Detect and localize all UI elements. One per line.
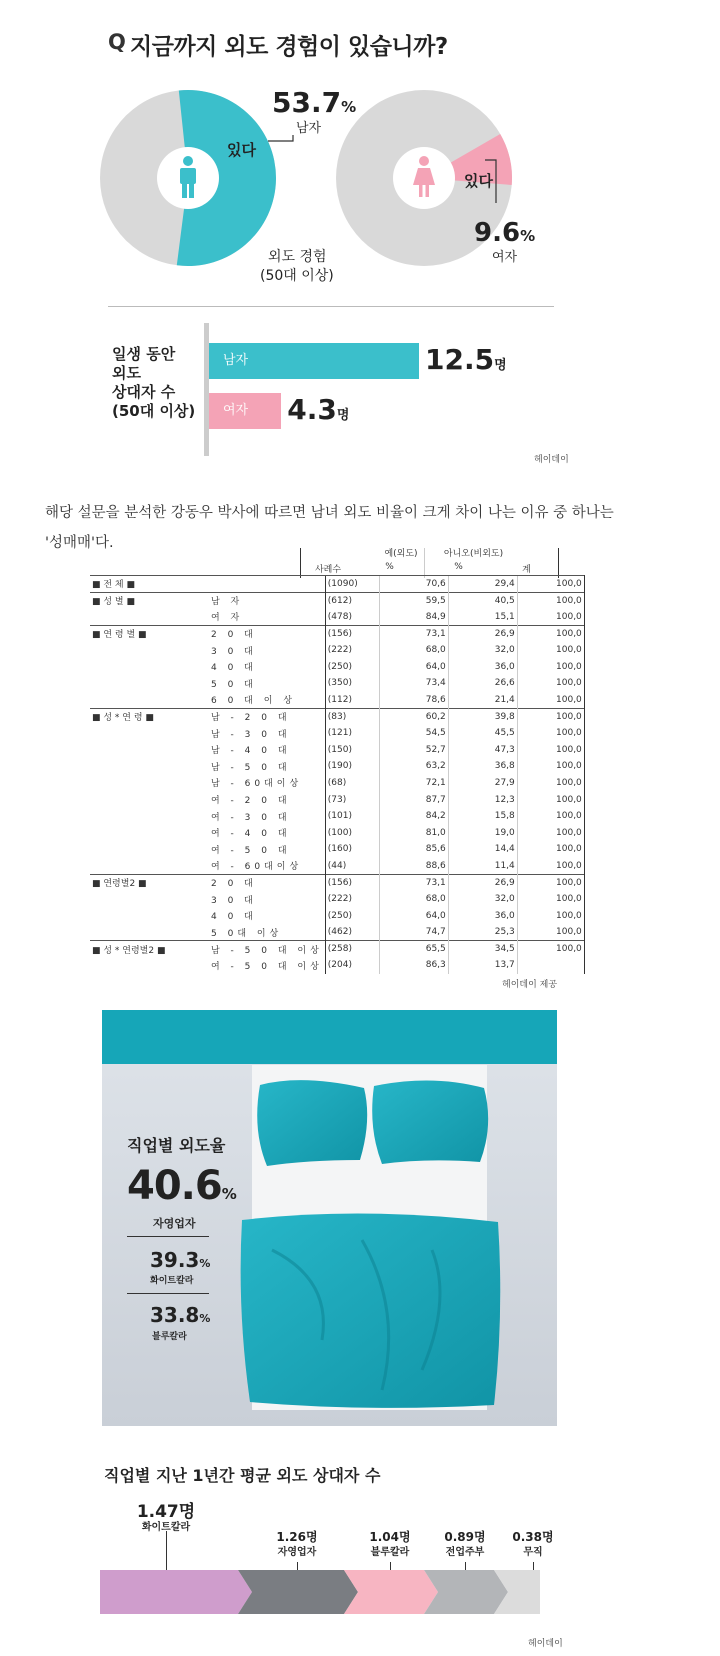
- table-cell-sub: 남 - 3 0 대: [211, 729, 291, 740]
- bar-male-value: 12.5명: [425, 343, 507, 376]
- table-cell-total: 100,0: [517, 874, 584, 891]
- pie-male: [100, 90, 276, 266]
- table-cell-n: (258): [325, 941, 379, 958]
- table-cell-n: (160): [325, 841, 379, 858]
- table-cell-total: [517, 957, 584, 974]
- table-row: [90, 592, 584, 609]
- table-row: [90, 808, 584, 825]
- occupation-second-label: 화이트칼라: [150, 1276, 194, 1286]
- table-cell-no: 11,4: [448, 858, 517, 875]
- header-yes-top: 예(외도): [384, 549, 418, 559]
- table-cell-n: (100): [325, 824, 379, 841]
- table-source: 헤이데이 제공: [502, 980, 558, 990]
- table-cell-group: [90, 675, 205, 692]
- table-row: [90, 576, 584, 593]
- male-yes-label: 있다: [227, 141, 256, 159]
- occupation-third-value: 33.8%: [150, 1303, 211, 1327]
- table-cell-n: (222): [325, 891, 379, 908]
- table-cell-yes: 81,0: [379, 824, 448, 841]
- table-row: [90, 708, 584, 725]
- table-cell-yes: 74,7: [379, 924, 448, 941]
- table-cell-group: [90, 907, 205, 924]
- table-cell-total: 100,0: [517, 658, 584, 675]
- female-label: 여자: [492, 250, 518, 265]
- table-cell-no: 34,5: [448, 941, 517, 958]
- arrow-value: 0.38명: [512, 1530, 554, 1544]
- bar-label-line1: 일생 동안: [112, 345, 176, 363]
- table-cell-n: (478): [325, 609, 379, 626]
- table-cell-n: (121): [325, 725, 379, 742]
- table-cell-no: 32,0: [448, 642, 517, 659]
- table-cell-total: 100,0: [517, 924, 584, 941]
- table-cell-yes: 84,2: [379, 808, 448, 825]
- arrow-label: 전업주부: [445, 1547, 485, 1558]
- female-yes-label: 있다: [464, 172, 493, 190]
- table-cell-group: [90, 858, 205, 875]
- table-cell-sub: 여 - 3 0 대: [211, 812, 291, 823]
- table-cell-yes: 86,3: [379, 957, 448, 974]
- arrow-value: 1.04명: [369, 1530, 411, 1544]
- table-cell-n: (156): [325, 874, 379, 891]
- table-cell-yes: 87,7: [379, 791, 448, 808]
- table-cell-yes: 63,2: [379, 758, 448, 775]
- table-header: [90, 549, 558, 575]
- occupation-divider: [127, 1293, 209, 1294]
- table-cell-yes: 84,9: [379, 609, 448, 626]
- question-icon: Q: [108, 30, 126, 54]
- section-divider: [108, 306, 554, 307]
- table-row: [90, 658, 584, 675]
- table-cell-yes: 68,0: [379, 891, 448, 908]
- table-cell-sub: 남 - 5 0 대: [211, 762, 291, 773]
- table-row: [90, 758, 584, 775]
- table-cell-no: 19,0: [448, 824, 517, 841]
- arrow-leader: [465, 1562, 466, 1570]
- female-percent: 9.6%: [474, 218, 536, 248]
- table-row: [90, 625, 584, 642]
- table-cell-yes: 73,4: [379, 675, 448, 692]
- pillow-left: [257, 1080, 367, 1166]
- table-cell-yes: 68,0: [379, 642, 448, 659]
- table-row: [90, 775, 584, 792]
- bar-female: [209, 393, 281, 429]
- survey-table: [90, 575, 585, 974]
- table-cell-sub: 남 - 5 0 대 이상: [205, 941, 325, 958]
- table-cell-total: 100,0: [517, 808, 584, 825]
- arrow-source: 헤이데이: [528, 1639, 563, 1649]
- table-rule: [424, 548, 425, 578]
- arrow-label: 화이트칼라: [141, 1522, 191, 1533]
- table-cell-no: 36,0: [448, 907, 517, 924]
- table-cell-group: [90, 642, 205, 659]
- table-cell-total: 100,0: [517, 941, 584, 958]
- table-row: [90, 941, 584, 958]
- table-cell-no: 26,9: [448, 625, 517, 642]
- table-cell-total: 100,0: [517, 609, 584, 626]
- table-cell-yes: 64,0: [379, 658, 448, 675]
- table-cell-no: 29,4: [448, 576, 517, 593]
- table-cell-total: 100,0: [517, 824, 584, 841]
- table-cell-n: (462): [325, 924, 379, 941]
- header-yes-pct: %: [385, 562, 394, 572]
- table-cell-total: 100,0: [517, 692, 584, 709]
- header-total: 계: [522, 565, 531, 575]
- table-cell-sub: 5 0 대: [211, 679, 257, 690]
- table-cell-group: [90, 808, 205, 825]
- source-credit: 헤이데이: [534, 455, 569, 465]
- table-cell-group: [90, 824, 205, 841]
- table-cell-n: (350): [325, 675, 379, 692]
- table-cell-total: 100,0: [517, 592, 584, 609]
- question-title: 지금까지 외도 경험이 있습니까?: [130, 34, 448, 60]
- table-cell-no: 40,5: [448, 592, 517, 609]
- table-cell-sub: 4 0 대: [211, 912, 257, 923]
- arrow-value: 0.89명: [444, 1530, 486, 1544]
- table-cell-no: 15,8: [448, 808, 517, 825]
- table-cell-n: (612): [325, 592, 379, 609]
- arrow-leader: [390, 1562, 391, 1570]
- table-cell-no: 14,4: [448, 841, 517, 858]
- occupation-top-label: 자영업자: [153, 1217, 196, 1230]
- table-cell-no: 26,6: [448, 675, 517, 692]
- bar-male-name: 남자: [223, 353, 249, 368]
- occupation-top-value: 40.6%: [127, 1163, 236, 1209]
- arrow-label: 무직: [523, 1547, 543, 1558]
- table-cell-no: 13,7: [448, 957, 517, 974]
- table-cell-total: 100,0: [517, 758, 584, 775]
- table-cell-n: (101): [325, 808, 379, 825]
- table-cell-total: 100,0: [517, 775, 584, 792]
- table-row: [90, 858, 584, 875]
- table-cell-group: ■ 성 별 ■: [90, 592, 205, 609]
- table-cell-group: [90, 758, 205, 775]
- table-cell-n: (150): [325, 741, 379, 758]
- occupation-divider: [127, 1236, 209, 1237]
- table-cell-yes: 54,5: [379, 725, 448, 742]
- table-row: [90, 675, 584, 692]
- table-cell-no: 15,1: [448, 609, 517, 626]
- table-cell-total: 100,0: [517, 642, 584, 659]
- table-cell-total: 100,0: [517, 791, 584, 808]
- table-cell-n: (204): [325, 957, 379, 974]
- table-cell-yes: 70,6: [379, 576, 448, 593]
- table-cell-group: [90, 791, 205, 808]
- bar-label-line3: 상대자 수: [112, 383, 176, 401]
- table-cell-n: (156): [325, 625, 379, 642]
- table-cell-n: (68): [325, 775, 379, 792]
- table-cell-no: 36,0: [448, 658, 517, 675]
- table-cell-sub: 여 - 5 0 대: [211, 845, 291, 856]
- arrow-value: 1.47명: [136, 1502, 196, 1522]
- table-cell-total: 100,0: [517, 858, 584, 875]
- table-cell-sub: 여 - 4 0 대: [211, 829, 291, 840]
- table-cell-n: (83): [325, 708, 379, 725]
- pie-note-line1: 외도 경험: [268, 249, 327, 265]
- arrow-value: 1.26명: [276, 1530, 318, 1544]
- table-cell-no: 36,8: [448, 758, 517, 775]
- table-cell-no: 27,9: [448, 775, 517, 792]
- table-cell-sub: 남 - 2 0 대: [205, 708, 325, 725]
- table-row: [90, 874, 584, 891]
- table-cell-no: 32,0: [448, 891, 517, 908]
- arrow-label: 블루칼라: [370, 1547, 410, 1558]
- table-cell-sub: 2 0 대: [205, 874, 325, 891]
- table-cell-sub: 6 0 대 이 상: [211, 696, 296, 707]
- table-row: [90, 824, 584, 841]
- pie-note-line2: (50대 이상): [260, 268, 334, 284]
- table-cell-total: 100,0: [517, 741, 584, 758]
- arrow-chart: [100, 1570, 540, 1620]
- table-cell-no: 21,4: [448, 692, 517, 709]
- table-cell-sub: 여 - 5 0 대 이상: [211, 961, 323, 972]
- table-cell-group: [90, 658, 205, 675]
- table-row: [90, 841, 584, 858]
- table-cell-sub: 남 - 4 0 대: [211, 746, 291, 757]
- table-cell-group: [90, 891, 205, 908]
- pillow-right: [372, 1080, 488, 1164]
- table-cell-group: ■ 전 체 ■: [90, 576, 205, 593]
- table-cell-sub: 3 0 대: [211, 895, 257, 906]
- table-rule: [558, 548, 559, 578]
- table-cell-yes: 73,1: [379, 625, 448, 642]
- table-cell-yes: 64,0: [379, 907, 448, 924]
- table-cell-group: [90, 841, 205, 858]
- bar-female-value: 4.3명: [287, 393, 350, 426]
- table-cell-no: 47,3: [448, 741, 517, 758]
- table-cell-group: ■ 연령별2 ■: [90, 874, 205, 891]
- arrow-segment: [238, 1570, 358, 1614]
- table-cell-yes: 73,1: [379, 874, 448, 891]
- table-cell-group: ■ 성 * 연 령 ■: [90, 708, 205, 725]
- arrow-leader: [166, 1531, 167, 1570]
- table-cell-no: 26,9: [448, 874, 517, 891]
- arrow-segment: [100, 1570, 252, 1614]
- table-cell-total: 100,0: [517, 907, 584, 924]
- table-row: [90, 692, 584, 709]
- table-cell-sub: 남 자: [205, 592, 325, 609]
- article-text: [45, 498, 614, 558]
- table-row: [90, 924, 584, 941]
- table-cell-yes: 78,6: [379, 692, 448, 709]
- table-cell-n: (1090): [325, 576, 379, 593]
- article-line1: 해당 설문을 분석한 강동우 박사에 따르면 남녀 외도 비율이 크게 차이 나는 이유 중 하나는: [45, 505, 614, 521]
- occupation-third-label: 블루칼라: [152, 1332, 187, 1342]
- table-cell-sub: 3 0 대: [211, 646, 257, 657]
- table-row: [90, 741, 584, 758]
- table-cell-sub: 5 0대 이상: [211, 928, 283, 939]
- table-cell-total: 100,0: [517, 625, 584, 642]
- male-percent: 53.7%: [272, 86, 357, 119]
- header-n: 사례수: [314, 565, 342, 575]
- bar-female-name: 여자: [223, 403, 249, 418]
- table-cell-group: [90, 957, 205, 974]
- table-cell-n: (222): [325, 642, 379, 659]
- table-cell-group: [90, 692, 205, 709]
- table-cell-group: [90, 609, 205, 626]
- table-cell-n: (112): [325, 692, 379, 709]
- arrow-leader: [533, 1562, 534, 1570]
- male-label: 남자: [296, 121, 322, 136]
- table-cell-yes: 60,2: [379, 708, 448, 725]
- occupation-second-value: 39.3%: [150, 1248, 211, 1272]
- table-cell-yes: 59,5: [379, 592, 448, 609]
- table-cell-no: 12,3: [448, 791, 517, 808]
- table-cell-total: 100,0: [517, 891, 584, 908]
- bar-label-line4: (50대 이상): [112, 402, 196, 420]
- table-row: [90, 725, 584, 742]
- arrow-chart-title: 직업별 지난 1년간 평균 외도 상대자 수: [104, 1466, 381, 1485]
- table-cell-group: ■ 성 * 연령별2 ■: [90, 941, 205, 958]
- table-cell-n: (250): [325, 907, 379, 924]
- table-cell-sub: 4 0 대: [211, 663, 257, 674]
- table-cell-total: 100,0: [517, 576, 584, 593]
- table-row: [90, 907, 584, 924]
- table-cell-group: [90, 741, 205, 758]
- arrow-label: 자영업자: [277, 1547, 317, 1558]
- table-cell-sub: 여 자: [211, 613, 244, 624]
- table-row: [90, 791, 584, 808]
- table-cell-no: 45,5: [448, 725, 517, 742]
- table-cell-sub: 2 0 대: [205, 625, 325, 642]
- table-row: [90, 642, 584, 659]
- table-rule: [300, 548, 301, 578]
- table-cell-group: [90, 725, 205, 742]
- article-line2: '성매매'다.: [45, 535, 114, 551]
- table-cell-yes: 72,1: [379, 775, 448, 792]
- table-row: [90, 891, 584, 908]
- arrow-segment: [344, 1570, 438, 1614]
- table-cell-total: 100,0: [517, 708, 584, 725]
- table-cell-no: 25,3: [448, 924, 517, 941]
- table-row: [90, 609, 584, 626]
- table-cell-group: [90, 775, 205, 792]
- table-cell-sub: [205, 576, 325, 593]
- bar-label-line2: 외도: [112, 364, 141, 382]
- table-cell-no: 39,8: [448, 708, 517, 725]
- header-no-top: 아니오(비외도): [443, 549, 504, 559]
- table-cell-yes: 65,5: [379, 941, 448, 958]
- table-cell-total: 100,0: [517, 725, 584, 742]
- table-cell-sub: 남 - 60대이상: [211, 779, 303, 790]
- table-cell-n: (73): [325, 791, 379, 808]
- table-cell-total: 100,0: [517, 675, 584, 692]
- table-cell-yes: 85,6: [379, 841, 448, 858]
- table-cell-group: [90, 924, 205, 941]
- table-cell-n: (250): [325, 658, 379, 675]
- leader-male: [268, 135, 293, 141]
- table-cell-yes: 88,6: [379, 858, 448, 875]
- table-cell-total: 100,0: [517, 841, 584, 858]
- table-cell-sub: 여 - 60대이상: [211, 862, 303, 873]
- bar-male: [209, 343, 419, 379]
- header-no-pct: %: [454, 562, 463, 572]
- arrow-leader: [297, 1562, 298, 1570]
- blanket: [241, 1213, 501, 1407]
- table-cell-n: (44): [325, 858, 379, 875]
- table-cell-n: (190): [325, 758, 379, 775]
- table-cell-group: ■ 연 령 별 ■: [90, 625, 205, 642]
- table-cell-sub: 여 - 2 0 대: [211, 796, 291, 807]
- table-cell-yes: 52,7: [379, 741, 448, 758]
- occupation-title: 직업별 외도율: [127, 1136, 226, 1155]
- table-row: [90, 957, 584, 974]
